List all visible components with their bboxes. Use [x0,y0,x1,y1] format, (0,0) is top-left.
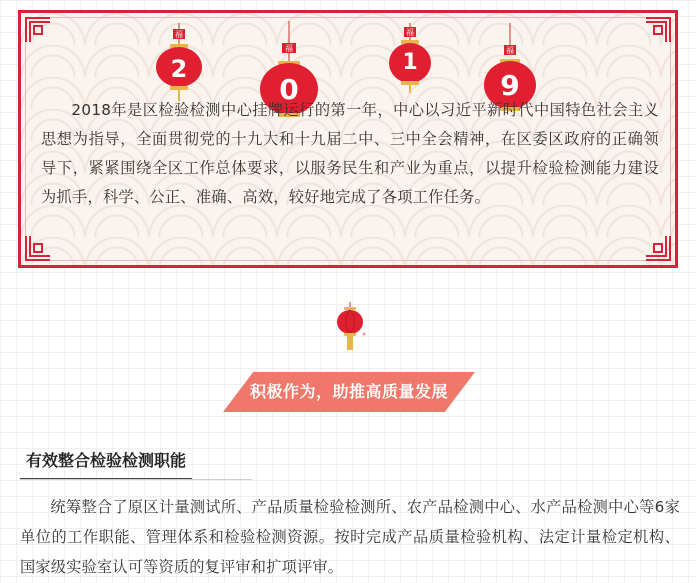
corner-ornament-icon [645,17,671,43]
section-heading: 有效整合检验检测职能 [20,446,192,480]
section-paragraph: 统筹整合了原区计量测试所、产品质量检验检测所、农产品检测中心、水产品检测中心等6家单位的工作职能、管理体系和检验检测资源。按时完成产品质量检验机构、法定计量检定机构、国家级实验室认可等资质的复评审和扩项评审。 [20,498,680,576]
corner-ornament-icon [25,235,51,261]
svg-text:福: 福 [506,46,514,55]
svg-text:福: 福 [406,28,414,37]
banner-label: 积极作为，助推高质量发展 [249,382,448,401]
year-digit: 2 [170,55,188,83]
corner-ornament-icon [25,17,51,43]
svg-text:福: 福 [285,44,293,53]
year-digit: 0 [279,73,299,106]
year-digit: 1 [402,50,418,75]
lantern-tag: 福 [175,30,183,39]
intro-card [18,10,678,268]
lantern-icon [336,302,366,354]
center-lantern [336,302,366,358]
lantern-digit-2 [156,23,202,103]
section-banner [223,372,475,412]
lantern-digit-1 [389,23,431,95]
intro-paragraph: 2018年是区检验检测中心挂牌运行的第一年，中心以习近平新时代中国特色社会主义思想为指导，全面贯彻党的十九大和十九届二中、三中全会精神，在区委区政府的正确领导下，紧紧围绕全区工作总体要求，以服务民生和产业为重点，以提升检验检测能力建设为抓手，科学、公正、准确、高效，较好地完成了各项工作任务。 [41,101,659,206]
corner-ornament-icon [645,235,671,261]
year-digit: 9 [500,69,520,102]
